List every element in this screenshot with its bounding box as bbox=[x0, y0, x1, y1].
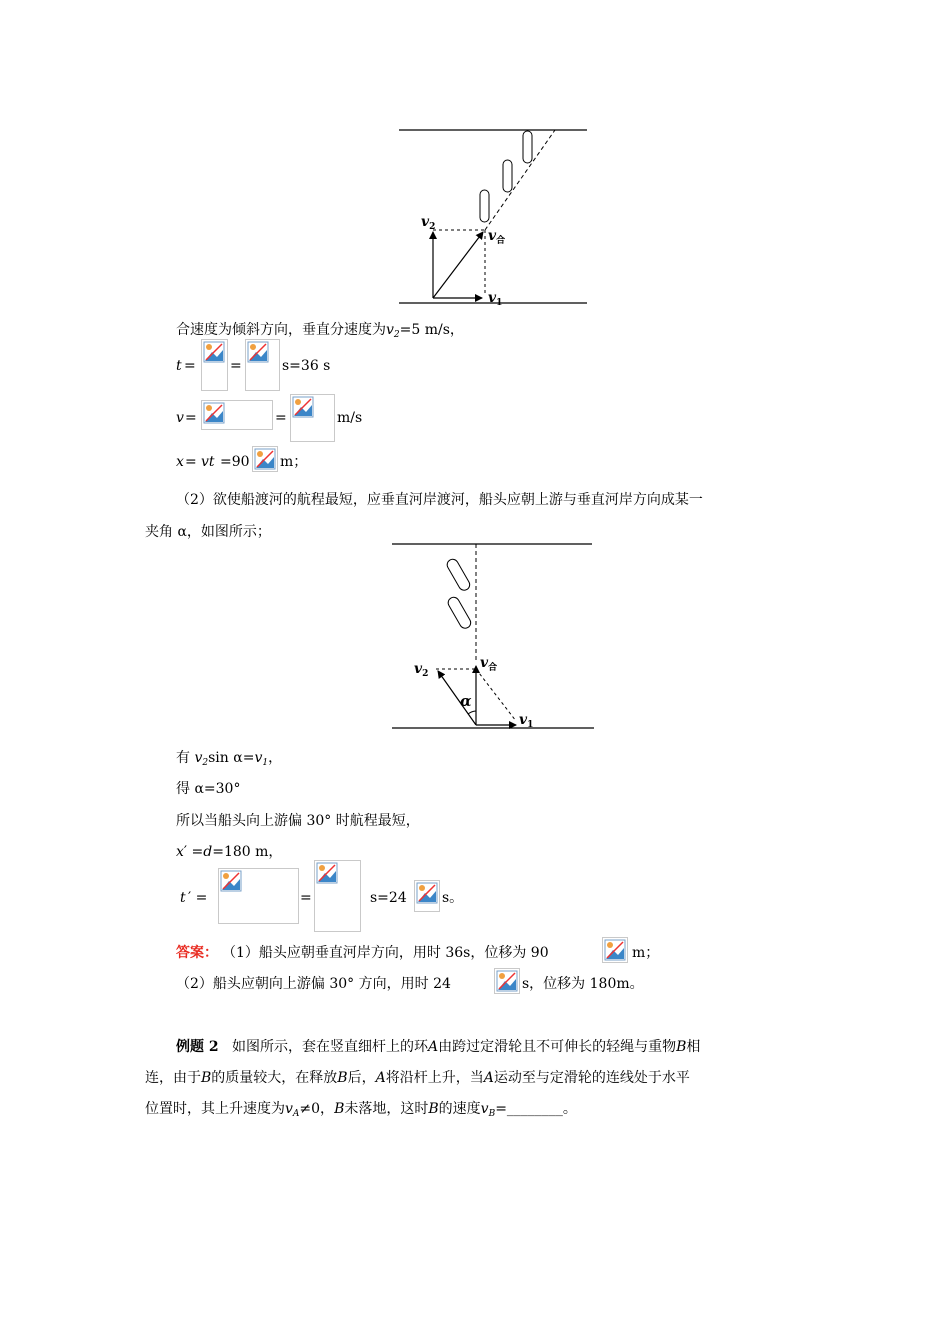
figure-crossing-min-distance bbox=[388, 538, 600, 738]
part2-intro-line1: （2）欲使船渡河的航程最短，应垂直河岸渡河，船头应朝上游与垂直河岸方向成某一 bbox=[176, 492, 703, 508]
v1-label: $v_1$ bbox=[488, 290, 503, 308]
example2-line2: 连，由于B的质量较大，在释放B后，A将沿杆上升，当A运动至与定滑轮的连线处于水平 bbox=[145, 1070, 690, 1086]
broken-image-icon bbox=[602, 937, 628, 963]
boat-icon bbox=[503, 160, 512, 192]
v2-label: $v_2$ bbox=[421, 214, 436, 232]
broken-image-icon bbox=[252, 446, 278, 472]
boat-icon bbox=[446, 595, 473, 630]
v1-label: $v_1$ bbox=[519, 712, 534, 730]
broken-image-icon bbox=[201, 339, 228, 391]
boat-icon bbox=[445, 557, 472, 592]
broken-image-icon bbox=[201, 400, 273, 430]
example2-line3: 位置时，其上升速度为$v_A\ne 0$，B未落地，这时B的速度$v_B=\_\_\_\_\_\_\_\_$。 bbox=[145, 1101, 577, 1119]
dashed-path bbox=[485, 130, 555, 230]
broken-image-icon bbox=[414, 880, 440, 912]
angle-arc bbox=[468, 711, 476, 714]
boat-icon bbox=[480, 190, 489, 222]
vr-label: $v_合$ bbox=[488, 228, 506, 246]
line-vertical-velocity: 合速度为倾斜方向，垂直分速度为$v_2=5$ m/s， bbox=[176, 322, 464, 340]
vr-label: $v_合$ bbox=[480, 655, 498, 673]
broken-image-icon bbox=[245, 339, 280, 391]
figure-crossing-min-time bbox=[395, 120, 595, 310]
boat-icon bbox=[523, 131, 532, 163]
part2-intro-line2: 夹角 α，如图所示； bbox=[145, 524, 271, 540]
broken-image-icon bbox=[218, 868, 299, 924]
dashed-diag bbox=[476, 669, 516, 721]
broken-image-icon bbox=[494, 968, 520, 994]
alpha-label: α bbox=[460, 692, 472, 710]
line-alpha-result: 得 α=30° bbox=[176, 781, 241, 797]
line-conclusion: 所以当船头向上游偏 30° 时航程最短， bbox=[176, 813, 420, 829]
vr-arrow bbox=[433, 232, 483, 298]
line-x-prime: x′ =d=180 m， bbox=[176, 844, 283, 860]
example2-line1: 例题 2 如图所示，套在竖直细杆上的环A由跨过定滑轮且不可伸长的轻绳与重物B相 bbox=[176, 1039, 701, 1055]
line-sin-relation: 有 $v_2\sin$ $\alpha=v_1$， bbox=[176, 750, 283, 768]
broken-image-icon bbox=[314, 860, 361, 932]
broken-image-icon bbox=[290, 394, 335, 442]
v2-label: $v_2$ bbox=[414, 661, 429, 679]
